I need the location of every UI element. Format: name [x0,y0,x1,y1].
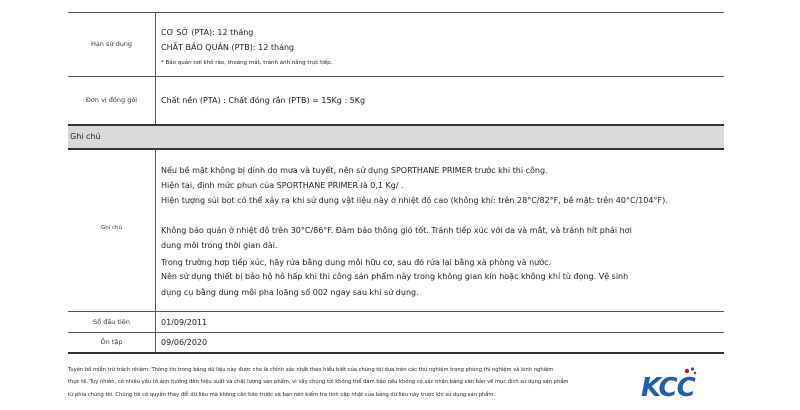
note-line: Trong trường hợp tiếp xúc, hãy rửa bằng dung môi hữu cơ, sau đó rửa lại bằng xà phòng và nước. [161,258,552,267]
note-line: Hiện tại, định mức phun của SPORTHANE PRIMER là 0,1 Kg/ . [161,181,404,190]
note-line: Nên sử dụng thiết bị bảo hộ hô hấp khi thi công sản phẩm này trong không gian kín hoặc không khí tù đọng. Vệ sinh [161,272,629,281]
note-line: Nếu bề mặt không bị dính do mưa và tuyết, nên sử dụng SPORTHANE PRIMER trước khi thi công. [161,166,548,175]
kcc-logo [639,365,699,399]
row-divider [68,332,724,333]
shelf-life-note: * Bảo quản nơi khô ráo, thoáng mát, tránh ánh nắng trực tiếp. [161,60,333,66]
row-divider [68,76,724,77]
packaging-value: Chất nền (PTA) : Chất đóng rắn (PTB) = 15Kg : 5Kg [161,96,366,105]
disclaimer-line: thực tế. Tuy nhiên, có nhiều yếu tố ảnh hưởng đến hiệu suất và chất lượng sản phẩm, vì vậy chúng tôi không thể đảm bảo nếu không có xác nhận bằng văn bản về mục đích sử dụng sản phẩm [68,379,569,386]
section-header [68,124,724,150]
note-line: dung môi trong thời gian dài. [161,241,278,250]
disclaimer [68,364,638,401]
notes-label: Ghi chú [100,225,123,231]
disclaimer-line: Tuyên bố miễn trừ trách nhiệm: Thông tin trong bảng dữ liệu này được cho là chính xác nhất theo hiểu biết của chúng tôi dựa trên các thử nghiệm trong phòng thí nghiệm và kinh nghiệm [68,367,554,373]
column-divider [155,148,156,338]
first-edition-date: 01/09/2011 [161,318,208,327]
shelf-life-label: Hạn sử dụng [90,40,133,48]
table-bottom-border [68,352,724,354]
first-edition-label: Số đầu tiên [93,318,130,326]
revision-label: Ôn tập [100,338,123,346]
table-top-border [68,12,724,13]
column-divider [155,12,156,124]
section-title: Ghi chú [70,132,101,141]
revision-date: 09/06/2020 [161,338,208,347]
shelf-life-base: CƠ SỞ (PTA): 12 tháng [161,28,254,37]
logo-dot-blue [691,367,694,370]
packaging-label: Đơn vị đóng gói [85,96,138,104]
column-divider [155,332,156,352]
row-divider [68,311,724,312]
disclaimer-line: từ phía chúng tôi. Chúng tôi có quyền thay đổi dữ liệu mà không cần báo trước và bạn nên kiểm tra tính cập nhật của bảng dữ liệu này trước khi sử dụng sản phẩm. [68,391,496,398]
note-line: Không bảo quản ở nhiệt độ trên 30°C/86°F. Đảm bảo thông gió tốt. Tránh tiếp xúc với da và mắt, và tránh hít phải hơi [161,226,632,235]
logo-text: KCC [641,373,695,399]
note-line: Hiện tượng sủi bọt có thể xảy ra khi sử dụng vật liệu này ở nhiệt độ cao (không khí: trên 28°C/82°F, bề mặt: trên 40°C/104°F). [161,196,668,205]
shelf-life-hardener: CHẤT BẢO QUẢN (PTB): 12 tháng [161,43,295,52]
note-line: dụng cụ bằng dung môi pha loãng số 002 ngay sau khi sử dụng. [161,288,419,297]
